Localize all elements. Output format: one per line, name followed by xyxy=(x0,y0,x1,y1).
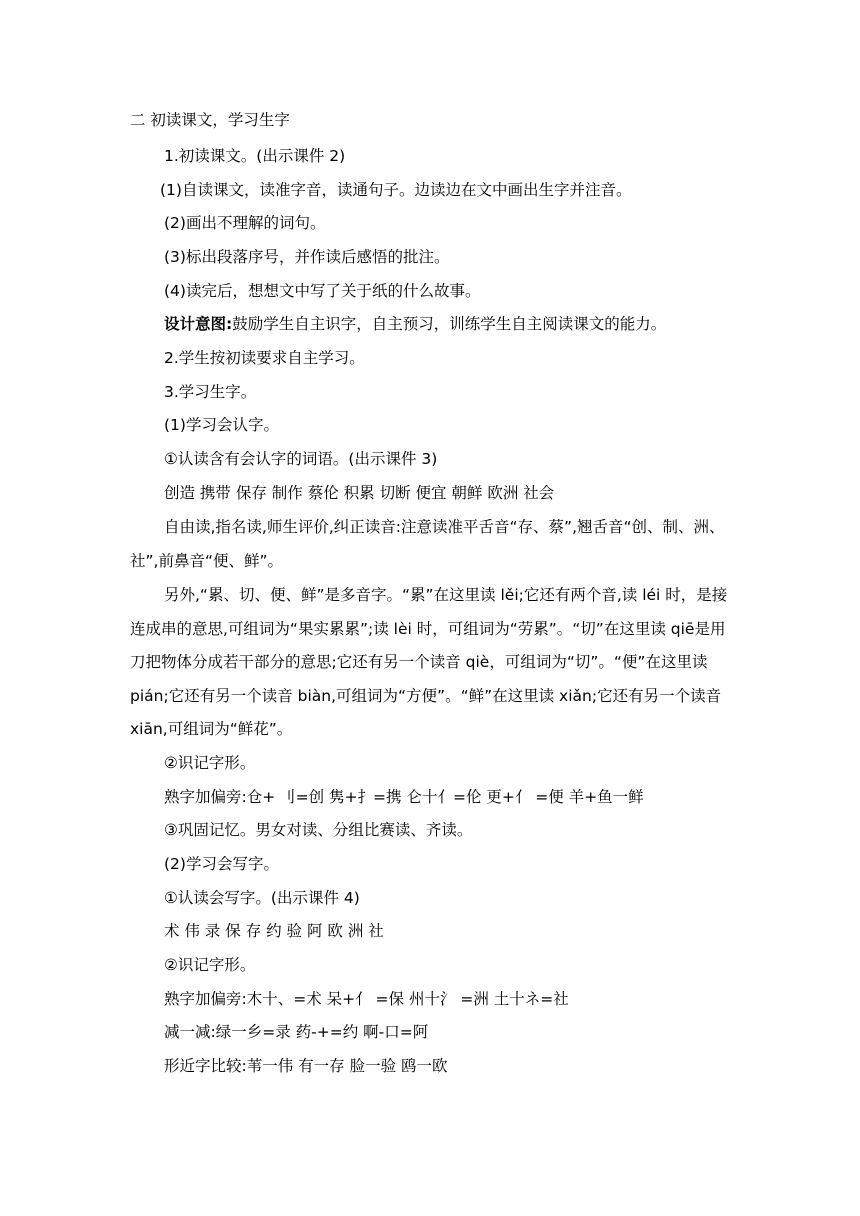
polyphone-text: 另外,“累、切、便、鲜”是多音字。“累”在这里读 lěi;它还有两个音,读 léi 时，是接连成串的意思,可组词为“果实累累”;读 lèi 时，可组词为“劳累”。“切”在这里读 qiē是用刀把物体分成若干部分的意思;它还有另一个读音 qiè，可组词为“切”。“便”在这里读 pián;它还有另一个读音 biàn,可组词为“方便”。“鲜”在这里读 xiǎn;它还有另一个读音 xiān,可组词为“鲜花”。 xyxy=(130,586,728,738)
consolidate-line: ③巩固记忆。男女对读、分组比赛读、齐读。 xyxy=(164,821,473,839)
shape-memory-2-line: ②识记字形。 xyxy=(164,956,256,974)
pronunciation-text: 自由读,指名读,师生评价,纠正读音:注意读准平舌音“存、蔡”,翘舌音“创、制、洲、社”,前鼻音“便、鲜”。 xyxy=(130,518,725,570)
task-2-line: (2)画出不理解的词句。 xyxy=(164,214,326,232)
similar-chars-line: 形近字比较:苇一伟 有一存 脸一验 鸥一欧 xyxy=(164,1057,448,1075)
read-words-line: ①认读含有会认字的词语。(出示课件 3) xyxy=(164,450,438,468)
subsection-1-line: (1)学习会认字。 xyxy=(164,416,279,434)
polyphone-paragraph xyxy=(130,579,730,747)
subtract-line: 减一减:绿一乡=录 药-+=约 啊-口=阿 xyxy=(164,1023,429,1041)
task-4-line: (4)读完后，想想文中写了关于纸的什么故事。 xyxy=(164,282,481,300)
task-1-line: (1)自读课文，读准字音，读通句子。边读边在文中画出生字并注音。 xyxy=(160,181,632,199)
write-char-list-line: 术 伟 录 保 存 约 验 阿 欧 洲 社 xyxy=(164,922,384,940)
shape-memory-line: ②识记字形。 xyxy=(164,754,256,772)
design-intent-label: 设计意图: xyxy=(164,315,233,333)
step-2-line: 2.学生按初读要求自主学习。 xyxy=(164,349,365,367)
task-3-line: (3)标出段落序号，并作读后感悟的批注。 xyxy=(164,248,450,266)
word-list-line: 创造 携带 保存 制作 蔡伦 积累 切断 便宜 朝鲜 欧洲 社会 xyxy=(164,484,555,502)
step-1-line: 1.初读课文。(出示课件 2) xyxy=(164,147,346,165)
design-intent-text: 鼓励学生自主识字，自主预习，训练学生自主阅读课文的能力。 xyxy=(232,315,667,333)
radical-add-line: 熟字加偏旁:仓+ 刂=创 隽+扌=携 仑十亻=伦 更+亻 =便 羊+鱼一鲜 xyxy=(164,788,644,806)
subsection-2-line: (2)学习会写字。 xyxy=(164,855,279,873)
read-write-chars-line: ①认读会写字。(出示课件 4) xyxy=(164,889,360,907)
design-intent-line xyxy=(164,313,666,335)
step-3-line: 3.学习生字。 xyxy=(164,383,257,401)
pronunciation-paragraph xyxy=(130,511,730,578)
section-heading: 二 初读课文，学习生字 xyxy=(130,111,290,129)
radical-add-2-line: 熟字加偏旁:木十、=术 呆+亻 =保 州十氵 =洲 土十ネ=社 xyxy=(164,990,569,1008)
